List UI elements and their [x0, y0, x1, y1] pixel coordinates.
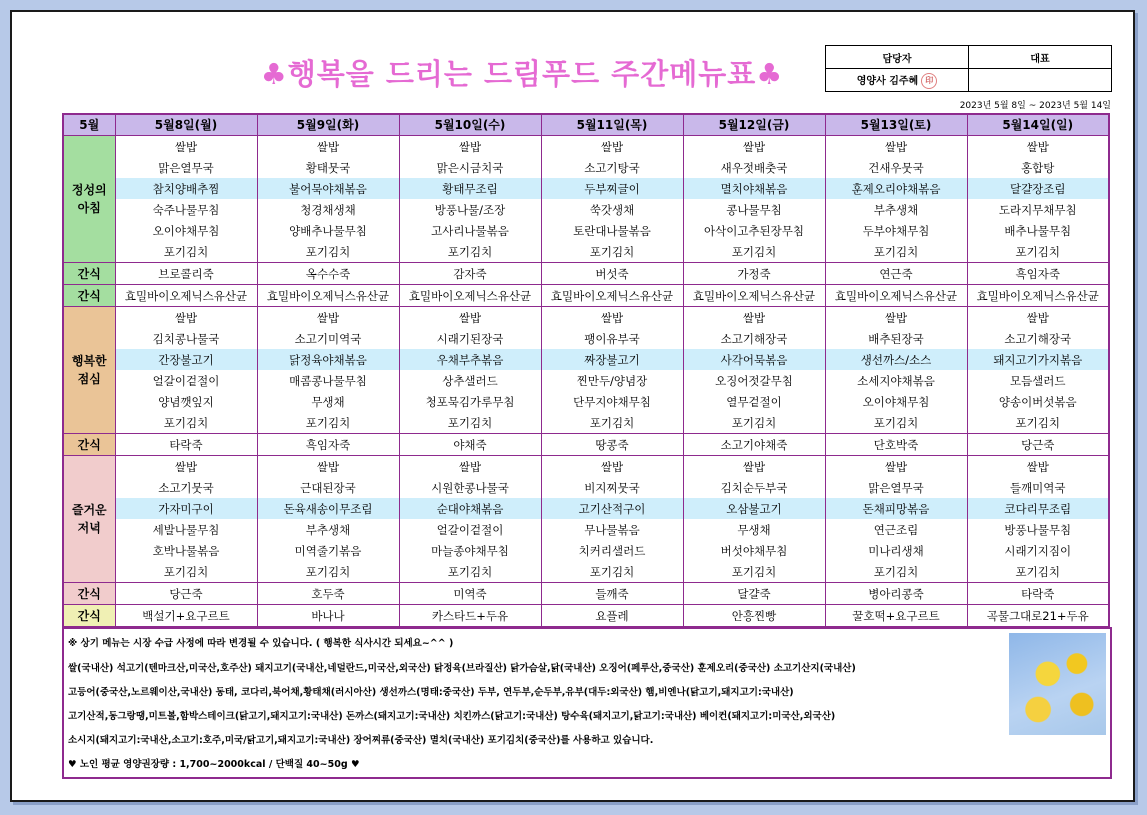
menu-cell: 들깨미역국: [967, 477, 1109, 498]
menu-cell: 근대된장국: [257, 477, 399, 498]
menu-cell: 맑은열무국: [115, 157, 257, 178]
menu-cell: 쌀밥: [115, 136, 257, 158]
menu-cell: 쌀밥: [541, 456, 683, 478]
snack-cell: 타락죽: [115, 434, 257, 456]
snack-cell: 카스타드+두유: [399, 605, 541, 628]
dinner-row: [63, 540, 1109, 561]
menu-cell: 김치콩나물국: [115, 328, 257, 349]
approval-role-staff: 담당자: [826, 46, 969, 69]
menu-cell: 단무지야채무침: [541, 391, 683, 412]
snack-cell: 효밀바이오제닉스유산균: [257, 285, 399, 307]
forsythia-flower-image: [1009, 633, 1106, 735]
snack-cell: 흑임자죽: [257, 434, 399, 456]
notes-origin-line: 소시지(돼지고기:국내산,소고기:호주,미국/닭고기,돼지고기:국내산) 장어찌류(중국산) 멸치(국내산) 포기김치(중국산)를 사용하고 있습니다.: [68, 735, 654, 746]
menu-cell: 소고기탕국: [541, 157, 683, 178]
meal-label-line: 저녁: [77, 521, 101, 535]
menu-cell: 무나물볶음: [541, 519, 683, 540]
menu-cell: 쌀밥: [257, 307, 399, 329]
snack-row: [63, 434, 1109, 456]
snack-cell: 미역죽: [399, 583, 541, 605]
lunch-row: [63, 370, 1109, 391]
snack-cell: 병아리콩죽: [825, 583, 967, 605]
dinner-row: [63, 498, 1109, 519]
day-header: 5월9일(화): [257, 114, 399, 136]
notes-nutrition: ♥ 노인 평균 영양권장량 : 1,700~2000kcal / 단백질 40~50g ♥: [68, 759, 360, 770]
menu-cell: 맑은시금치국: [399, 157, 541, 178]
menu-cell: 달걀장조림: [967, 178, 1109, 199]
menu-cell: 쌀밥: [541, 307, 683, 329]
menu-cell: 포기김치: [967, 241, 1109, 263]
menu-cell: 고사리나물볶음: [399, 220, 541, 241]
menu-cell: 미나리생채: [825, 540, 967, 561]
menu-cell: 순대야채볶음: [399, 498, 541, 519]
snack-cell: 호두죽: [257, 583, 399, 605]
menu-cell: 홍합탕: [967, 157, 1109, 178]
menu-cell: 쑥갓생채: [541, 199, 683, 220]
snack-cell: 꿀호떡+요구르트: [825, 605, 967, 628]
menu-cell: 포기김치: [541, 241, 683, 263]
snack-cell: 곡물그대로21+두유: [967, 605, 1109, 628]
dinner-label: [63, 456, 115, 583]
menu-cell: 생선까스/소스: [825, 349, 967, 370]
menu-cell: 오삼불고기: [683, 498, 825, 519]
menu-cell: 포기김치: [825, 241, 967, 263]
snack-row: [63, 263, 1109, 285]
meal-label-line: 아침: [77, 201, 101, 215]
day-header: 5월14일(일): [967, 114, 1109, 136]
menu-cell: 매콤콩나물무침: [257, 370, 399, 391]
menu-cell: 양송이버섯볶음: [967, 391, 1109, 412]
menu-cell: 숙주나물무침: [115, 199, 257, 220]
menu-cell: 오징어젓갈무침: [683, 370, 825, 391]
menu-cell: 청포묵김가루무침: [399, 391, 541, 412]
snack-cell: 효밀바이오제닉스유산균: [967, 285, 1109, 307]
menu-cell: 훈제오리야채볶음: [825, 178, 967, 199]
menu-cell: 쌀밥: [825, 136, 967, 158]
menu-cell: 포기김치: [257, 241, 399, 263]
menu-cell: 닭정육야채볶음: [257, 349, 399, 370]
menu-cell: 포기김치: [115, 241, 257, 263]
menu-cell: 미역줄기볶음: [257, 540, 399, 561]
menu-cell: 새우젓배춧국: [683, 157, 825, 178]
snack-cell: 단호박죽: [825, 434, 967, 456]
menu-cell: 참치양배추찜: [115, 178, 257, 199]
menu-cell: 가자미구이: [115, 498, 257, 519]
menu-cell: 쌀밥: [825, 456, 967, 478]
signer-name: 영양사 김주혜: [856, 75, 919, 87]
breakfast-row: [63, 157, 1109, 178]
notes-origin-line: 고등어(중국산,노르웨이산,국내산) 동태, 코다리,북어채,황태채(러시아산) 생선까스(명태:중국산) 두부, 연두부,순두부,유부(대두:외국산) 햄,비엔나(닭고기,돼지고기:국내산): [68, 687, 794, 698]
menu-cell: 건새우뭇국: [825, 157, 967, 178]
menu-cell: 짜장불고기: [541, 349, 683, 370]
date-range: 2023년 5월 8일 ~ 2023년 5월 14일: [959, 101, 1111, 111]
menu-body: [63, 136, 1109, 628]
menu-cell: 쌀밥: [257, 456, 399, 478]
dinner-row: [63, 561, 1109, 583]
menu-cell: 맑은열무국: [825, 477, 967, 498]
weekly-menu-table: [62, 113, 1110, 628]
notes-origin-line: 고기산적,동그랑땡,미트볼,함박스테이크(닭고기,돼지고기:국내산) 돈까스(돼지고기:국내산) 치킨까스(닭고기:국내산) 탕수육(돼지고기,닭고기:국내산) 베이컨(돼지고기:미국산,외국산): [68, 711, 836, 722]
menu-cell: 연근조림: [825, 519, 967, 540]
menu-cell: 쌀밥: [257, 136, 399, 158]
menu-cell: 상추샐러드: [399, 370, 541, 391]
menu-cell: 배추나물무침: [967, 220, 1109, 241]
menu-cell: 불어묵야채볶음: [257, 178, 399, 199]
menu-cell: 쌀밥: [683, 456, 825, 478]
menu-cell: 도라지무채무침: [967, 199, 1109, 220]
menu-cell: 버섯야채무침: [683, 540, 825, 561]
snack-cell: 백설기+요구르트: [115, 605, 257, 628]
menu-cell: 양배추나물무침: [257, 220, 399, 241]
menu-cell: 소고기해장국: [967, 328, 1109, 349]
breakfast-row: [63, 220, 1109, 241]
menu-cell: 팽이유부국: [541, 328, 683, 349]
menu-cell: 오이야채무침: [825, 391, 967, 412]
menu-cell: 돈채피망볶음: [825, 498, 967, 519]
menu-cell: 사각어묵볶음: [683, 349, 825, 370]
menu-cell: 방풍나물무침: [967, 519, 1109, 540]
menu-cell: 포기김치: [825, 412, 967, 434]
menu-cell: 포기김치: [683, 241, 825, 263]
dinner-row: [63, 519, 1109, 540]
month-header: 5월: [63, 114, 115, 136]
lunch-label: [63, 307, 115, 434]
menu-cell: 포기김치: [683, 412, 825, 434]
approval-role-ceo: 대표: [969, 46, 1112, 69]
notes-box: [62, 627, 1112, 779]
snack-cell: 야채죽: [399, 434, 541, 456]
menu-cell: 토란대나물볶음: [541, 220, 683, 241]
menu-cell: 쌀밥: [399, 136, 541, 158]
snack-row: [63, 285, 1109, 307]
menu-cell: 배추된장국: [825, 328, 967, 349]
snack-cell: 소고기야채죽: [683, 434, 825, 456]
dinner-row: [63, 456, 1109, 478]
menu-cell: 쌀밥: [683, 307, 825, 329]
menu-cell: 소고기뭇국: [115, 477, 257, 498]
snack-cell: 효밀바이오제닉스유산균: [825, 285, 967, 307]
menu-cell: 포기김치: [257, 561, 399, 583]
menu-cell: 양념깻잎지: [115, 391, 257, 412]
menu-cell: 쌀밥: [115, 307, 257, 329]
snack-cell: 요플레: [541, 605, 683, 628]
snack-cell: 옥수수죽: [257, 263, 399, 285]
day-header: 5월8일(월): [115, 114, 257, 136]
menu-cell: 쌀밥: [967, 456, 1109, 478]
menu-cell: 치커리샐러드: [541, 540, 683, 561]
menu-cell: 부추생채: [257, 519, 399, 540]
snack-cell: 감자죽: [399, 263, 541, 285]
menu-cell: 무생채: [257, 391, 399, 412]
menu-cell: 황태뭇국: [257, 157, 399, 178]
menu-cell: 방풍나물/조장: [399, 199, 541, 220]
menu-cell: 오이야채무침: [115, 220, 257, 241]
menu-cell: 우채부추볶음: [399, 349, 541, 370]
breakfast-row: [63, 241, 1109, 263]
snack-cell: 효밀바이오제닉스유산균: [399, 285, 541, 307]
menu-cell: 무생채: [683, 519, 825, 540]
menu-cell: 고기산적구이: [541, 498, 683, 519]
menu-cell: 포기김치: [967, 561, 1109, 583]
meal-label-line: 점심: [77, 372, 101, 386]
snack-label: 간식: [63, 285, 115, 307]
menu-cell: 소고기해장국: [683, 328, 825, 349]
approval-ceo-sign: [969, 69, 1112, 92]
menu-cell: 쌀밥: [967, 136, 1109, 158]
menu-cell: 멸치야채볶음: [683, 178, 825, 199]
menu-cell: 쌀밥: [683, 136, 825, 158]
menu-cell: 두부찌글이: [541, 178, 683, 199]
menu-cell: 포기김치: [399, 241, 541, 263]
menu-cell: 호박나물볶음: [115, 540, 257, 561]
snack-cell: 바나나: [257, 605, 399, 628]
snack-label: 간식: [63, 583, 115, 605]
menu-cell: 열무겉절이: [683, 391, 825, 412]
menu-cell: 쌀밥: [399, 307, 541, 329]
menu-cell: 포기김치: [115, 561, 257, 583]
menu-sheet: [10, 10, 1135, 802]
page-title: ♣행복을 드리는 드림푸드 주간메뉴표♣: [260, 57, 784, 91]
snack-row: [63, 583, 1109, 605]
menu-cell: 포기김치: [541, 412, 683, 434]
snack-cell: 달걀죽: [683, 583, 825, 605]
menu-cell: 시원한콩나물국: [399, 477, 541, 498]
snack-cell: 브로콜리죽: [115, 263, 257, 285]
lunch-row: [63, 391, 1109, 412]
approval-signer: [826, 69, 969, 92]
menu-cell: 쌀밥: [967, 307, 1109, 329]
breakfast-row: [63, 136, 1109, 158]
menu-cell: 얼갈이겉절이: [115, 370, 257, 391]
menu-cell: 김치순두부국: [683, 477, 825, 498]
menu-cell: 간장불고기: [115, 349, 257, 370]
menu-cell: 포기김치: [967, 412, 1109, 434]
breakfast-row: [63, 199, 1109, 220]
snack-cell: 흑임자죽: [967, 263, 1109, 285]
snack-cell: 버섯죽: [541, 263, 683, 285]
snack-cell: 연근죽: [825, 263, 967, 285]
menu-cell: 시래기지짐이: [967, 540, 1109, 561]
snack-cell: 당근죽: [967, 434, 1109, 456]
menu-cell: 돈육새송이무조림: [257, 498, 399, 519]
snack-cell: 효밀바이오제닉스유산균: [541, 285, 683, 307]
menu-cell: 포기김치: [399, 561, 541, 583]
menu-cell: 세발나물무침: [115, 519, 257, 540]
menu-cell: 두부야채무침: [825, 220, 967, 241]
snack-cell: 가정죽: [683, 263, 825, 285]
notes-origin-line: 쌀(국내산) 석고기(텐마크산,미국산,호주산) 돼지고기(국내산,네덜란드,미국산,외국산) 닭정육(브라질산) 닭가슴살,닭(국내산) 오징어(페루산,중국산) 훈제오리(중국산) 소고기산지(국내산): [68, 663, 856, 674]
lunch-row: [63, 307, 1109, 329]
snack-label: 간식: [63, 605, 115, 628]
menu-cell: 소세지야채볶음: [825, 370, 967, 391]
menu-cell: 쌀밥: [541, 136, 683, 158]
snack-cell: 효밀바이오제닉스유산균: [115, 285, 257, 307]
meal-label-line: 즐거운: [71, 503, 107, 517]
approval-box: [825, 45, 1112, 92]
menu-cell: 찐만두/양념장: [541, 370, 683, 391]
snack-cell: 효밀바이오제닉스유산균: [683, 285, 825, 307]
snack-cell: 안흥찐빵: [683, 605, 825, 628]
menu-cell: 부추생채: [825, 199, 967, 220]
menu-cell: 쌀밥: [115, 456, 257, 478]
menu-cell: 시래기된장국: [399, 328, 541, 349]
dinner-row: [63, 477, 1109, 498]
menu-cell: 아삭이고추된장무침: [683, 220, 825, 241]
snack-row: [63, 605, 1109, 628]
snack-cell: 당근죽: [115, 583, 257, 605]
seal-stamp: 印: [921, 73, 937, 89]
menu-cell: 소고기미역국: [257, 328, 399, 349]
snack-cell: 들깨죽: [541, 583, 683, 605]
menu-cell: 비지찌뭇국: [541, 477, 683, 498]
lunch-row: [63, 328, 1109, 349]
menu-cell: 포기김치: [825, 561, 967, 583]
menu-cell: 쌀밥: [825, 307, 967, 329]
menu-cell: 얼갈이겉절이: [399, 519, 541, 540]
menu-cell: 황태무조림: [399, 178, 541, 199]
snack-label: 간식: [63, 263, 115, 285]
header-row: [63, 114, 1109, 136]
menu-cell: 콩나물무침: [683, 199, 825, 220]
notes-disclaimer: ※ 상기 메뉴는 시장 수급 사정에 따라 변경될 수 있습니다. ( 행복한 식사시간 되세요~^^ ): [68, 638, 454, 649]
menu-cell: 쌀밥: [399, 456, 541, 478]
meal-label-line: 정성의: [71, 183, 107, 197]
menu-cell: 마늘종야채무침: [399, 540, 541, 561]
lunch-row: [63, 412, 1109, 434]
snack-cell: 타락죽: [967, 583, 1109, 605]
menu-cell: 포기김치: [683, 561, 825, 583]
day-header: 5월13일(토): [825, 114, 967, 136]
snack-cell: 땅콩죽: [541, 434, 683, 456]
menu-cell: 포기김치: [115, 412, 257, 434]
meal-label-line: 행복한: [71, 354, 107, 368]
breakfast-row: [63, 178, 1109, 199]
menu-cell: 청경채생채: [257, 199, 399, 220]
day-header: 5월12일(금): [683, 114, 825, 136]
menu-cell: 포기김치: [399, 412, 541, 434]
breakfast-label: [63, 136, 115, 263]
snack-label: 간식: [63, 434, 115, 456]
day-header: 5월10일(수): [399, 114, 541, 136]
day-header: 5월11일(목): [541, 114, 683, 136]
menu-cell: 돼지고기가지볶음: [967, 349, 1109, 370]
menu-cell: 모듬샐러드: [967, 370, 1109, 391]
menu-cell: 포기김치: [541, 561, 683, 583]
menu-cell: 코다리무조림: [967, 498, 1109, 519]
menu-cell: 포기김치: [257, 412, 399, 434]
lunch-row: [63, 349, 1109, 370]
